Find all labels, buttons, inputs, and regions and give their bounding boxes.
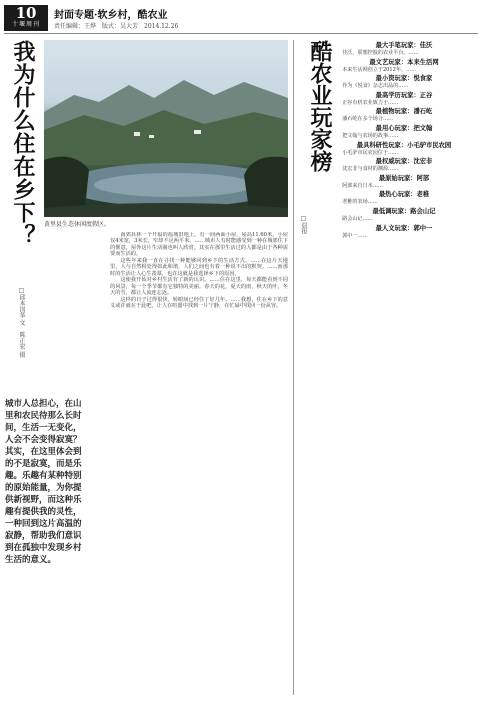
photo-caption: 黄里县生态休闲度假区。 — [44, 221, 111, 228]
section-text: 沈宏非与食材的渊源…… — [342, 166, 399, 173]
section-text: 本来生活网创立于2012年。…… — [342, 66, 417, 73]
section-heading: 最具科研性玩家：小毛驴市民农园 — [356, 141, 452, 149]
section-text: 郭中一…… — [342, 232, 368, 239]
editor-meta: 责任编辑：王烨 版式：吴大芳 2014.12.26 — [54, 23, 179, 30]
section-heading: 最原始玩家：阿部 — [378, 174, 430, 182]
section-heading: 最小资玩家：悦食家 — [375, 75, 433, 83]
body-paragraph: 南郊县林一个开福的福城旧地上，有一间两面小屋，屋高11.60米，小屋仅4米宽，3米长，窄却不足两平米。……城市人有时能感受到一种在城郊住下的惬意，屋外这片生活圈也叫人欣赏。其实在那里生活过的人都是由于各种需要而生活的。 — [110, 232, 288, 258]
player-list — [332, 40, 476, 695]
column-divider — [293, 40, 294, 695]
section-heading: 最文艺玩家：本来生活网 — [369, 58, 439, 66]
publication-name: 十堰周刊 — [11, 21, 40, 28]
section-heading: 最热心玩家：老稚 — [378, 191, 430, 199]
section-heading: 最低调玩家：路会山记 — [372, 207, 436, 215]
article-title: 我为什么住在乡下？ — [10, 40, 36, 247]
section-text: 佳沃，联想控股的农业平台。…… — [342, 50, 419, 56]
body-paragraph: 这使我开始对乡村生活有了新的认识。……住在这里，每天都能看到不同的风景，每一个季节都有它独特的美丽。春天的花，夏天的雨，秋天的叶，冬天的雪，都让人流连忘返。 — [110, 277, 288, 297]
sidebar-byline: □晨报 — [300, 215, 307, 234]
sidebar-title: 酷农业玩家榜 — [307, 40, 333, 172]
pull-quote: 城市人总担心，在山里和农民待那么长时间，生活一无变化，人会不会变得寂寞？其实，在这里体会到的不是寂寞，而是乐趣。乐趣有某种特别的原始能量，为你提供新视野，而这种乐趣有提供我的灵性，一种回到这片高温的寂静，帮助我们意识到在孤独中发现乡村生活的意义。 — [5, 399, 82, 565]
section-heading: 最用心玩家：把文翰 — [375, 124, 433, 132]
section-heading: 最植物玩家：潘石屹 — [375, 108, 433, 116]
landscape-illustration — [44, 40, 288, 217]
section-heading: 最权威玩家：沈宏非 — [375, 158, 433, 166]
page-number-box — [4, 5, 48, 31]
section-text: 小毛驴市民农园位于…… — [342, 149, 399, 156]
section-heading: 最大手笔玩家：佳沃 — [375, 42, 433, 49]
section-text: 老稚的农场…… — [342, 199, 378, 206]
section-text: 作为《悦食》杂志出品的…… — [342, 83, 409, 90]
article-body — [110, 232, 288, 694]
section-text: 把文翰与农场的故事…… — [342, 132, 399, 139]
section-title: 封面专题·软乡村，酷农业 — [54, 10, 168, 21]
section-heading: 最人文玩家：郭中一 — [375, 224, 433, 232]
article-byline: □邱本国华 文 陈正宏 摄 — [18, 287, 25, 358]
section-text: 路会山记…… — [342, 215, 373, 222]
page-number: 10 — [15, 4, 37, 22]
landscape-photo — [44, 40, 288, 217]
section-text: 阿部来自日本…… — [342, 182, 383, 189]
section-text: 正谷有机农业致力于…… — [342, 99, 399, 106]
section-heading: 最高学历玩家：正谷 — [375, 91, 433, 99]
section-text: 潘石屹在多个场合…… — [342, 116, 394, 123]
body-paragraph: 这样的日子过得很快，转眼间已经住了好几年。……我想，住在乡下的意义或许就在于此吧，让人在喧嚣中找到一片宁静，在忙碌中找回一份从容。 — [110, 296, 288, 309]
body-paragraph: 这些年来我一直在寻找一种能够回到乡下的生活方式。……在这片天地里，人与自然相处得如此和谐，人们之间也有着一种说不出的默契。……而那时的生活让人心生羡慕，也许这就是我选择乡下的原因。 — [110, 257, 288, 277]
header-divider — [4, 33, 478, 34]
